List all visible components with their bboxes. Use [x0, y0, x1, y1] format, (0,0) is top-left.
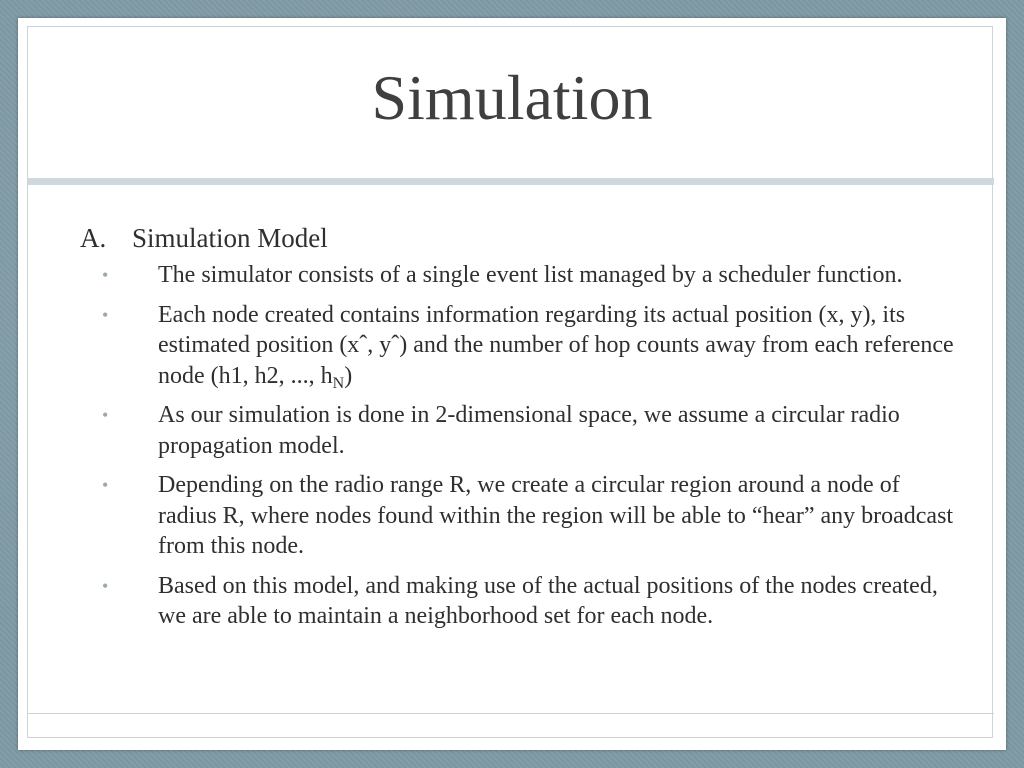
list-item	[80, 470, 960, 562]
list-item	[80, 260, 960, 291]
bullet-icon: •	[102, 265, 109, 285]
subscript-n: N	[332, 374, 345, 392]
slide-title: Simulation	[371, 62, 653, 133]
bullet-text: The simulator consists of a single event list managed by a scheduler function.	[158, 262, 903, 288]
bullet-icon: •	[102, 475, 109, 495]
bullet-text-suffix: )	[344, 362, 353, 389]
section-marker: A.	[80, 223, 107, 253]
slide-content	[80, 222, 960, 641]
bullet-icon: •	[102, 405, 109, 425]
bullet-text: As our simulation is done in 2-dimensional space, we assume a circular radio propagation model.	[158, 402, 900, 459]
bullet-list	[80, 260, 960, 632]
bullet-text	[158, 300, 960, 392]
bullet-icon: •	[102, 304, 109, 325]
title-divider	[28, 178, 994, 185]
bullet-icon: •	[102, 575, 109, 596]
list-item	[80, 300, 960, 392]
footer-divider	[28, 713, 994, 714]
list-item	[80, 571, 960, 632]
bullet-text: Based on this model, and making use of the actual positions of the nodes created, we are able to maintain a neighborhood set for each node.	[158, 572, 938, 629]
bullet-text: Depending on the radio range R, we create a circular region around a node of radius R, where nodes found within the region will be able to “hear” any broadcast from this node.	[158, 472, 954, 559]
bullet-text-main: Each node created contains information regarding its actual position (x, y), its estimated position (xˆ, yˆ) and the number of hop counts away from each reference node (h1, h2, ..., h	[158, 301, 954, 389]
section-heading	[80, 222, 960, 254]
slide	[18, 18, 1006, 750]
list-item	[80, 400, 960, 461]
section-heading-text: Simulation Model	[132, 223, 328, 253]
